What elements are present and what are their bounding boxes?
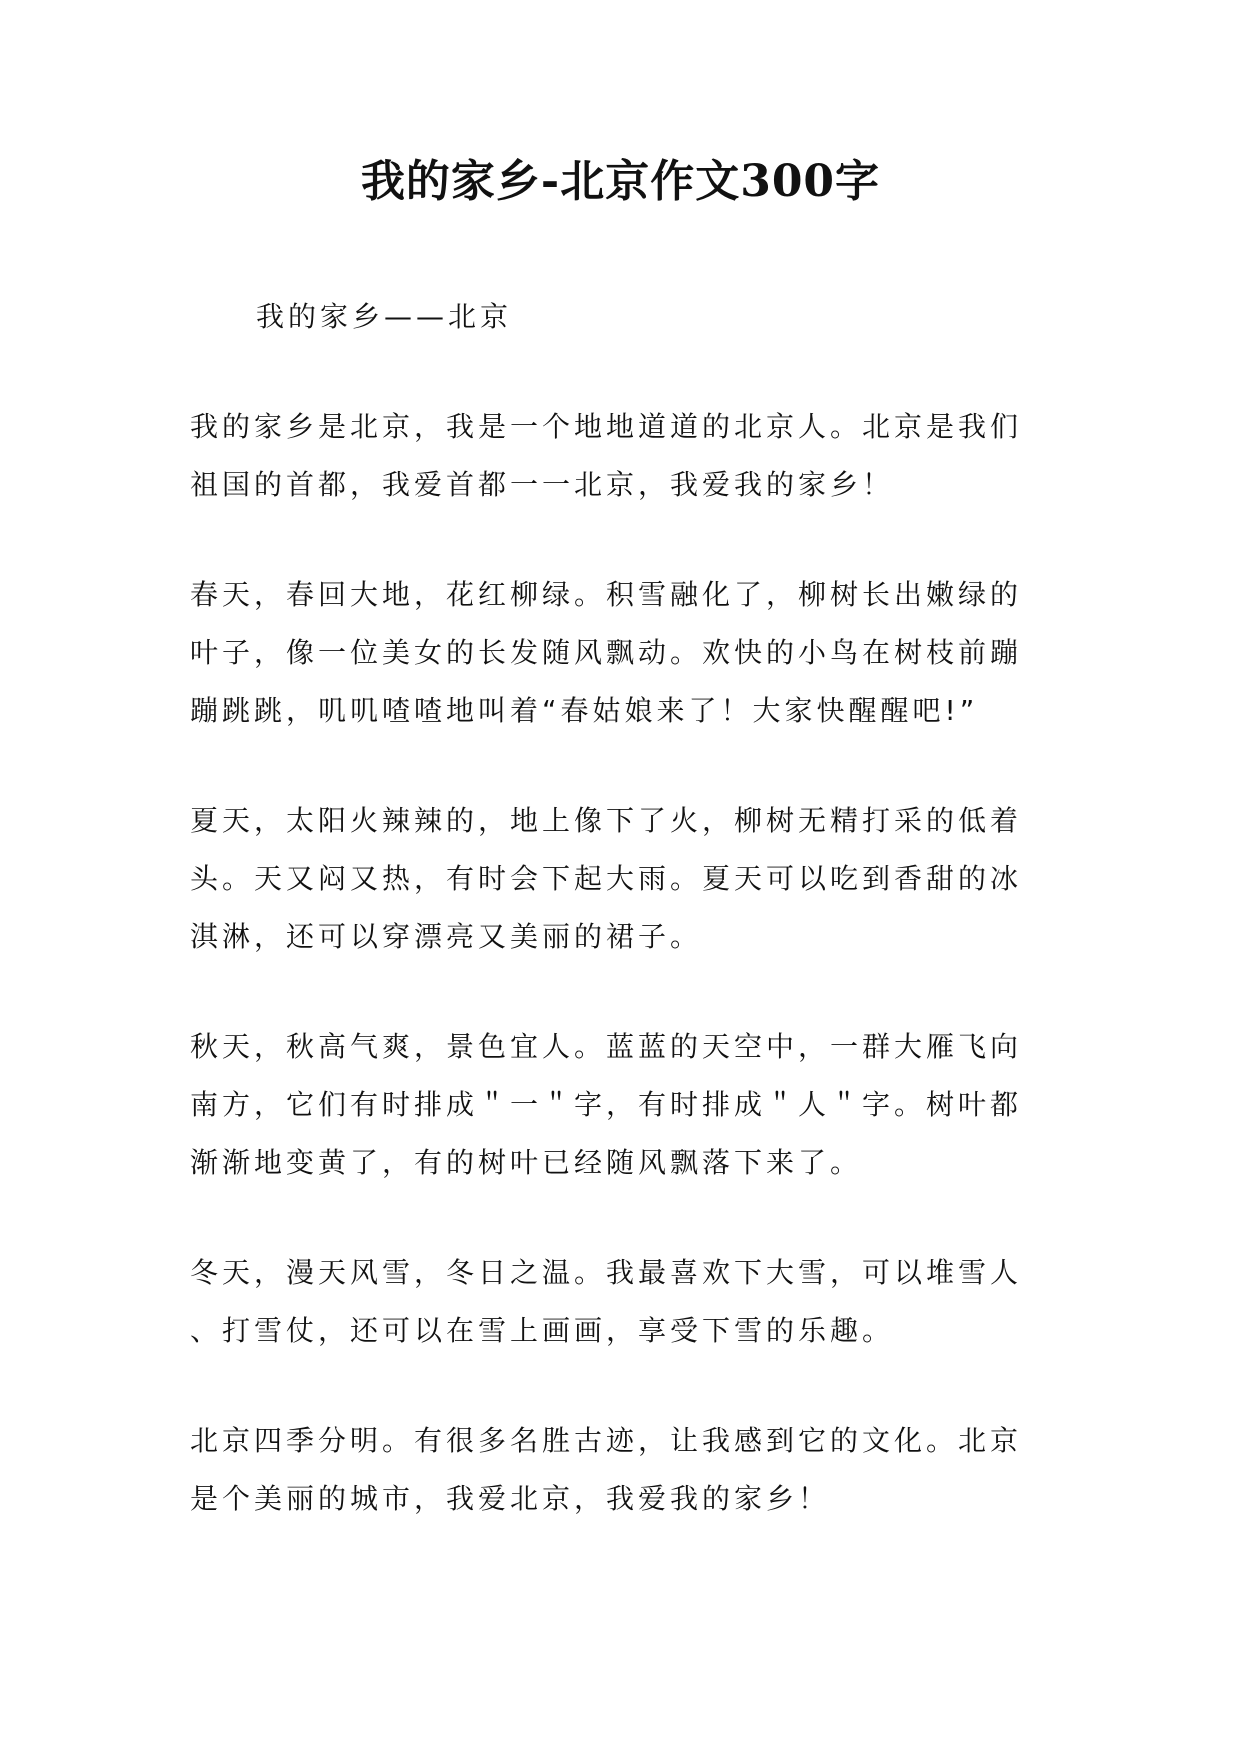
document-body: [190, 288, 1056, 1580]
paragraph-line: 、打雪仗，还可以在雪上画画，享受下雪的乐趣。: [190, 1314, 895, 1347]
paragraph-line: 渐渐地变黄了，有的树叶已经随风飘落下来了。: [190, 1146, 863, 1179]
paragraph-spring: [190, 566, 1056, 740]
paragraph-line: 蹦跳跳，叽叽喳喳地叫着“春姑娘来了！大家快醒醒吧!”: [190, 694, 979, 727]
paragraph-line: 春天，春回大地，花红柳绿。积雪融化了，柳树长出嫩绿的: [190, 578, 1023, 611]
paragraph-winter: [190, 1244, 1056, 1360]
paragraph-line: 我的家乡是北京，我是一个地地道道的北京人。北京是我们: [190, 410, 1023, 443]
paragraph-line: 南方，它们有时排成＂一＂字，有时排成＂人＂字。树叶都: [190, 1088, 1023, 1121]
paragraph-summer: [190, 792, 1056, 966]
paragraph-line: 叶子，像一位美女的长发随风飘动。欢快的小鸟在树枝前蹦: [190, 636, 1023, 669]
paragraph-line: 是个美丽的城市，我爱北京，我爱我的家乡！: [190, 1482, 831, 1515]
paragraph-line: 淇淋，还可以穿漂亮又美丽的裙子。: [190, 920, 703, 953]
paragraph-line: 夏天，太阳火辣辣的，地上像下了火，柳树无精打采的低着: [190, 804, 1023, 837]
paragraph-autumn: [190, 1018, 1056, 1192]
document-title: 我的家乡-北京作文300字: [360, 156, 881, 207]
paragraph-intro: [190, 398, 1056, 514]
paragraph-line: 冬天，漫天风雪，冬日之温。我最喜欢下大雪，可以堆雪人: [190, 1256, 1023, 1289]
paragraph-line: 头。天又闷又热，有时会下起大雨。夏天可以吃到香甜的冰: [190, 862, 1023, 895]
paragraph-line: 北京四季分明。有很多名胜古迹，让我感到它的文化。北京: [190, 1424, 1023, 1457]
paragraph-conclusion: [190, 1412, 1056, 1528]
paragraph-line: 秋天，秋高气爽，景色宜人。蓝蓝的天空中，一群大雁飞向: [190, 1030, 1023, 1063]
essay-subtitle: 我的家乡——北京: [256, 300, 513, 333]
paragraph-line: 祖国的首都，我爱首都一一北京，我爱我的家乡！: [190, 468, 895, 501]
